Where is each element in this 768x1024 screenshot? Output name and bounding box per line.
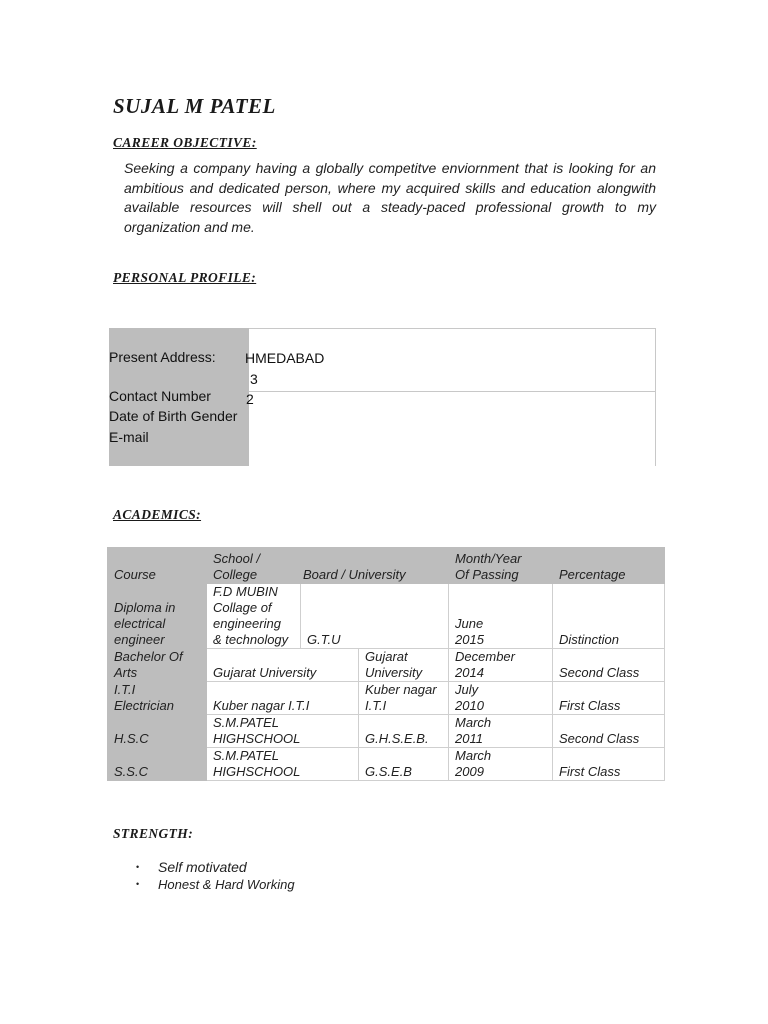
academics-heading: ACADEMICS: — [113, 507, 202, 522]
address-value-line1: HMEDABAD — [245, 350, 325, 366]
cell-percentage: First Class — [553, 748, 665, 781]
academics-table — [107, 547, 665, 781]
dob-gender-label: Date of Birth Gender — [109, 408, 238, 424]
header-month-year: Month/Year Of Passing — [449, 548, 553, 584]
cell-school: F.D MUBIN Collage of engineering & technology — [207, 584, 301, 649]
present-address-label: Present Address: — [109, 349, 216, 365]
career-objective-text: Seeking a company having a globally competitve enviornment that is looking for an ambitious and dedicated person, where my acquired skills and education alongwith available resources will shell out a steady-paced professional growth to my organization and me. — [124, 160, 656, 235]
personal-profile-heading: PERSONAL PROFILE: — [113, 270, 257, 285]
career-objective-heading: CAREER OBJECTIVE: — [113, 135, 257, 150]
table-row — [108, 649, 665, 682]
cell-course: Diploma in electrical engineer — [108, 584, 207, 649]
profile-divider-right — [655, 328, 656, 466]
table-row — [108, 748, 665, 781]
contact-number-value: 2 — [246, 391, 254, 407]
cell-school: Gujarat University — [207, 649, 359, 682]
header-percentage: Percentage — [553, 548, 665, 584]
strength-list — [136, 858, 295, 893]
cell-month-year: March 2011 — [449, 715, 553, 748]
cell-course: H.S.C — [108, 715, 207, 748]
header-board: Board / University — [359, 548, 449, 584]
cell-month-year: June 2015 — [449, 584, 553, 649]
cell-board: G.H.S.E.B. — [359, 715, 449, 748]
cell-course: Bachelor Of Arts — [108, 649, 207, 682]
address-value-line2: 3 — [250, 371, 258, 387]
bullet-icon: • — [136, 862, 140, 872]
email-label: E-mail — [109, 429, 149, 445]
cell-course: S.S.C — [108, 748, 207, 781]
table-row — [108, 715, 665, 748]
profile-divider-mid — [249, 391, 656, 392]
cell-percentage: Distinction — [553, 584, 665, 649]
cell-month-year: March 2009 — [449, 748, 553, 781]
contact-number-label: Contact Number — [109, 388, 211, 404]
cell-board: Gujarat University — [359, 649, 449, 682]
cell-percentage: Second Class — [553, 649, 665, 682]
candidate-name: SUJAL M PATEL — [113, 94, 276, 118]
header-course: Course — [108, 548, 207, 584]
cell-course: I.T.I Electrician — [108, 682, 207, 715]
cell-percentage: Second Class — [553, 715, 665, 748]
table-row — [108, 584, 665, 649]
profile-divider-top — [249, 328, 656, 329]
header-school: School / College — [207, 548, 359, 584]
list-item: • Honest & Hard Working — [136, 877, 295, 892]
strength-heading: STRENGTH: — [113, 826, 194, 841]
cell-month-year: July 2010 — [449, 682, 553, 715]
bullet-icon: • — [136, 879, 140, 889]
cell-month-year: December 2014 — [449, 649, 553, 682]
cell-board: G.T.U — [301, 584, 449, 649]
cell-board: G.S.E.B — [359, 748, 449, 781]
cell-board: Kuber nagar I.T.I — [359, 682, 449, 715]
cell-school: S.M.PATEL HIGHSCHOOL — [207, 748, 359, 781]
table-row — [108, 682, 665, 715]
table-header-row — [108, 548, 665, 584]
cell-percentage: First Class — [553, 682, 665, 715]
cell-school: Kuber nagar I.T.I — [207, 682, 359, 715]
list-item: • Self motivated — [136, 859, 247, 875]
cell-school: S.M.PATEL HIGHSCHOOL — [207, 715, 359, 748]
